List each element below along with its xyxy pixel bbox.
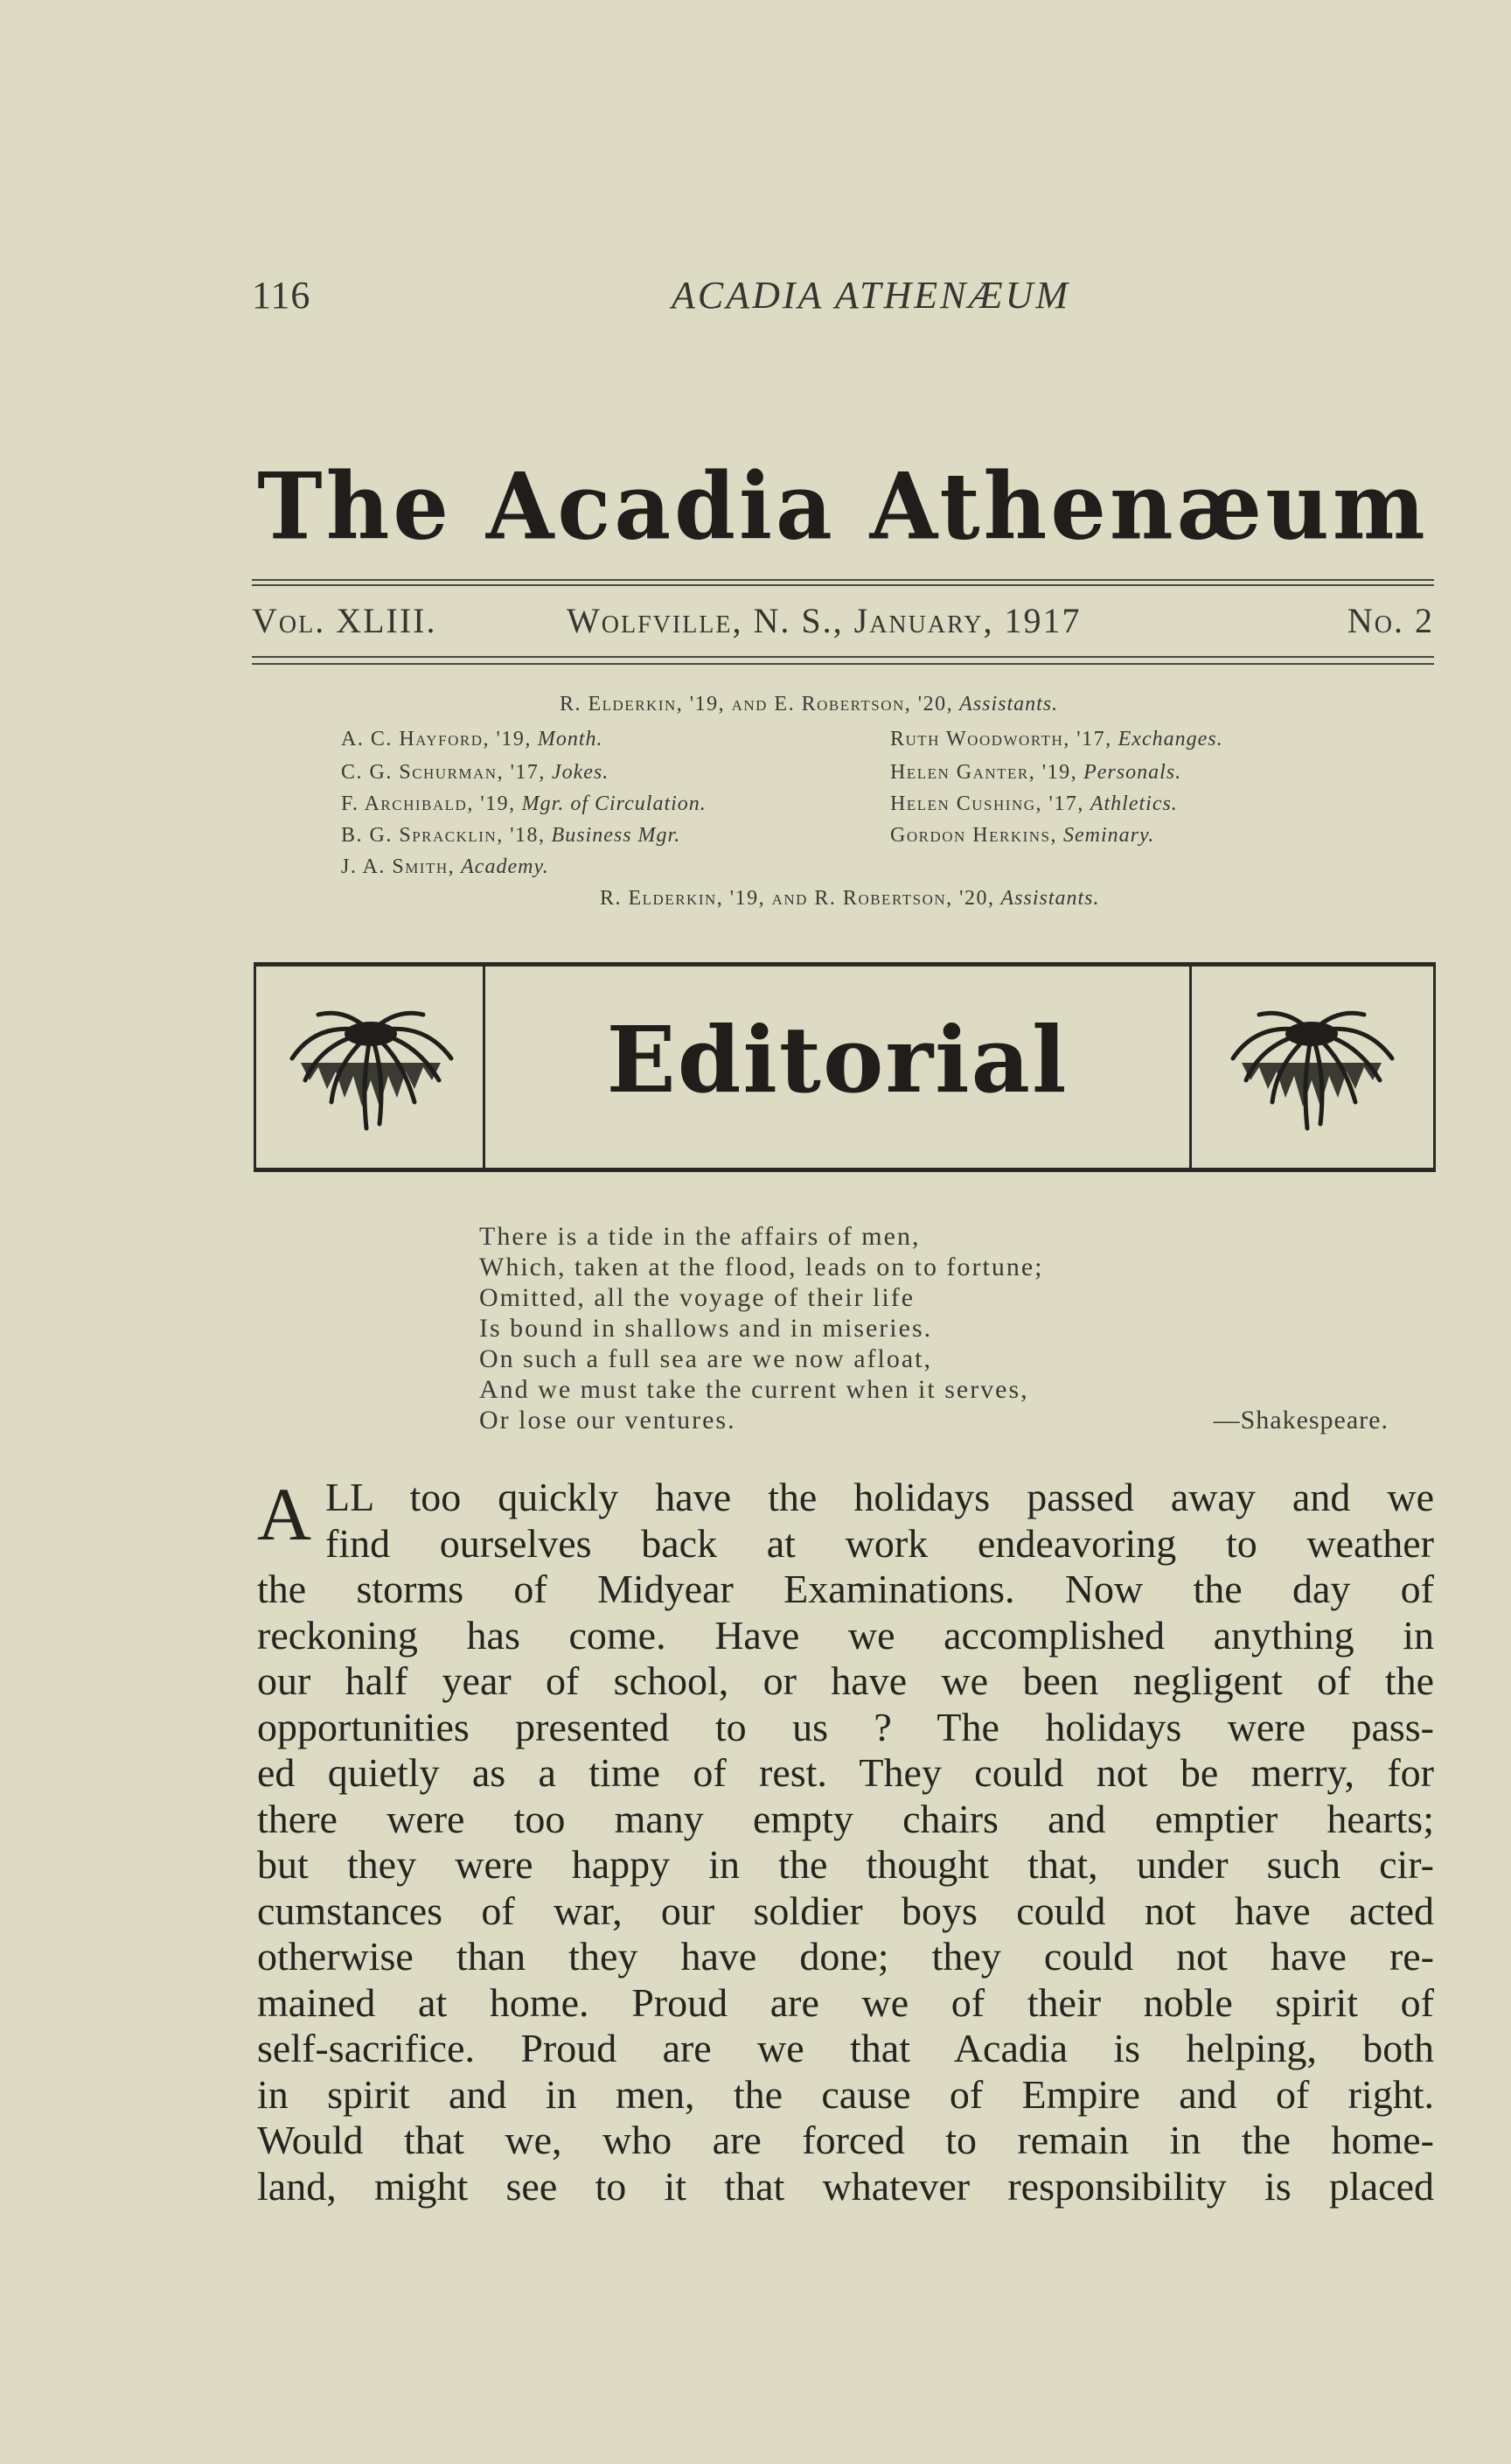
- poem-line: Which, taken at the flood, leads on to fortune;: [479, 1253, 1044, 1281]
- page-number: 116: [252, 274, 311, 317]
- body-line: ed quietly as a time of rest. They could not be merry, for: [257, 1750, 1434, 1795]
- body-line: the storms of Midyear Examinations. Now the day of: [257, 1567, 1434, 1611]
- staff-right-1: Helen Ganter, '19, Personals.: [890, 761, 1182, 784]
- body-line: LL too quickly have the holidays passed away and we: [325, 1475, 1434, 1519]
- issue-line: [252, 600, 1434, 644]
- body-line: there were too many empty chairs and emptier hearts;: [257, 1796, 1434, 1841]
- body-line: find ourselves back at work endeavoring to weather: [325, 1520, 1434, 1566]
- poem-line: On such a full sea are we now afloat,: [479, 1344, 932, 1373]
- place-date: Wolfville, N. S., January, 1917: [567, 601, 1082, 640]
- running-title: ACADIA ATHENÆUM: [672, 274, 1071, 317]
- body-line: self-sacrifice. Proud are we that Acadia is helping, both: [257, 2026, 1434, 2070]
- staff-left-2: F. Archibald, '19, Mgr. of Circulation.: [341, 792, 707, 815]
- staff-right-3: Gordon Herkins, Seminary.: [890, 824, 1155, 847]
- masthead-rule-top-inner: [252, 584, 1434, 586]
- running-head: [252, 273, 1434, 325]
- editorial-header-box: [254, 962, 1436, 1172]
- staff-left-1: C. G. Schurman, '17, Jokes.: [341, 761, 609, 784]
- staff-left-4: J. A. Smith, Academy.: [341, 855, 549, 878]
- body-line: in spirit and in men, the cause of Empire and of right.: [257, 2071, 1434, 2117]
- assistants-top: R. Elderkin, '19, and E. Robertson, '20, Assistants.: [560, 693, 1059, 715]
- epigraph: [479, 1221, 1389, 1435]
- body-line: Would that we, who are forced to remain in the home-: [257, 2118, 1434, 2162]
- body-line: opportunities presented to us ? The holidays were pass-: [257, 1704, 1434, 1749]
- editorial-body: [257, 1472, 1434, 2209]
- issue-rule-1: [252, 656, 1434, 658]
- issue-rule-2: [252, 663, 1434, 665]
- poem-line-last: [479, 1405, 1389, 1435]
- poem-line: And we must take the current when it serves,: [479, 1375, 1029, 1404]
- body-line: otherwise than they have done; they could not have re-: [257, 1934, 1434, 1979]
- masthead-title: The Acadia Athenæum: [257, 452, 1429, 561]
- poem-line: Or lose our ventures.: [479, 1406, 736, 1434]
- masthead-rule-top: [252, 579, 1434, 581]
- body-line: mained at home. Proud are we of their noble spirit of: [257, 1979, 1434, 2025]
- assistants-bottom: R. Elderkin, '19, and R. Robertson, '20, Assistants.: [600, 887, 1100, 910]
- body-line: land, might see to it that whatever responsibility is placed: [257, 2163, 1434, 2209]
- staff-left-0: A. C. Hayford, '19, Month.: [341, 728, 603, 750]
- body-line: but they were happy in the thought that, under such cir-: [257, 1842, 1434, 1887]
- staff-right-0: Ruth Woodworth, '17, Exchanges.: [890, 728, 1223, 750]
- staff-right-2: Helen Cushing, '17, Athletics.: [890, 792, 1178, 815]
- palm-ornament-icon: [283, 997, 458, 1137]
- poem-line: Is bound in shallows and in miseries.: [479, 1314, 933, 1343]
- body-line: cumstances of war, our soldier boys could not have acted: [257, 1888, 1434, 1933]
- volume-label: Vol. XLIII.: [252, 601, 437, 640]
- poem-line: Omitted, all the voyage of their life: [479, 1283, 916, 1312]
- issue-number: No. 2: [1347, 601, 1434, 640]
- attribution: —Shakespeare.: [1213, 1406, 1389, 1434]
- poem-line: There is a tide in the affairs of men,: [479, 1222, 921, 1251]
- section-title: Editorial: [606, 1006, 1069, 1113]
- staff-left-3: B. G. Spracklin, '18, Business Mgr.: [341, 824, 681, 847]
- body-line: our half year of school, or have we been negligent of the: [257, 1658, 1434, 1703]
- body-line: reckoning has come. Have we accomplished anything in: [257, 1612, 1434, 1658]
- palm-ornament-icon: [1224, 997, 1399, 1137]
- drop-cap: A: [257, 1472, 312, 1556]
